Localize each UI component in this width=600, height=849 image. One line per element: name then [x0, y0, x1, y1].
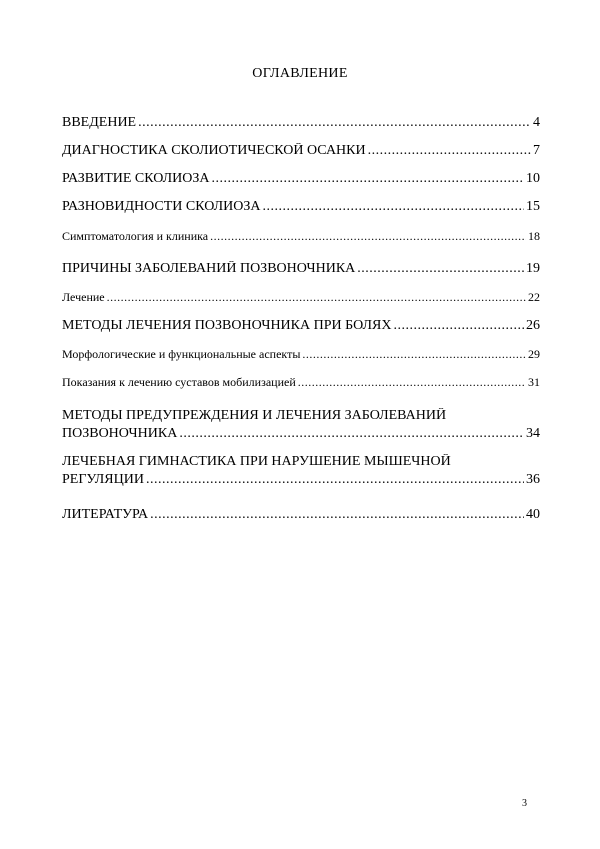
- toc-entry[interactable]: [62, 171, 540, 187]
- toc-entry-label: ДИАГНОСТИКА СКОЛИОТИЧЕСКОЙ ОСАНКИ: [62, 143, 366, 158]
- toc-entry-page: 4: [533, 115, 540, 130]
- toc-entry-page: 40: [526, 507, 540, 522]
- dot-leader: [138, 115, 531, 131]
- toc-entry-page: 31: [528, 375, 540, 389]
- toc-entry-label: РАЗВИТИЕ СКОЛИОЗА: [62, 171, 210, 186]
- toc-entry-page: 19: [526, 261, 540, 276]
- dot-leader: [393, 318, 524, 334]
- toc-subentry[interactable]: [62, 347, 540, 362]
- toc-entry-page: 29: [528, 347, 540, 361]
- toc-entry-line1[interactable]: [62, 454, 540, 470]
- toc-title: ОГЛАВЛЕНИЕ: [252, 66, 348, 81]
- toc-entry-page: 22: [528, 290, 540, 304]
- toc-entry-label: ПРИЧИНЫ ЗАБОЛЕВАНИЙ ПОЗВОНОЧНИКА: [62, 261, 356, 276]
- toc-subentry[interactable]: [62, 375, 540, 390]
- toc-entry-label: ЛИТЕРАТУРА: [62, 507, 149, 522]
- toc-entry-label: Показания к лечению суставов мобилизацией: [62, 375, 296, 389]
- dot-leader: [179, 426, 524, 442]
- toc-entry-label: МЕТОДЫ ЛЕЧЕНИЯ ПОЗВОНОЧНИКА ПРИ БОЛЯХ: [62, 318, 392, 333]
- dot-leader: [212, 171, 524, 187]
- dot-leader: [146, 472, 524, 488]
- dot-leader: [262, 199, 524, 215]
- toc-entry-label: ЛЕЧЕБНАЯ ГИМНАСТИКА ПРИ НАРУШЕНИЕ МЫШЕЧНОЙ: [62, 454, 451, 469]
- toc-entry[interactable]: [62, 199, 540, 215]
- toc-entry-label: МЕТОДЫ ПРЕДУПРЕЖДЕНИЯ И ЛЕЧЕНИЯ ЗАБОЛЕВАНИЙ: [62, 408, 447, 423]
- page-number: 3: [522, 798, 527, 809]
- toc-entry-page: 15: [526, 199, 540, 214]
- toc-entry-line1[interactable]: [62, 408, 540, 424]
- toc-entry[interactable]: [62, 115, 540, 131]
- toc-entry[interactable]: [62, 507, 540, 523]
- toc-entry-page: 26: [526, 318, 540, 333]
- toc-entry-label: РАЗНОВИДНОСТИ СКОЛИОЗА: [62, 199, 261, 214]
- toc-entry-label: ВВЕДЕНИЕ: [62, 115, 137, 130]
- dot-leader: [107, 290, 526, 305]
- toc-entry[interactable]: [62, 143, 540, 159]
- dot-leader: [368, 143, 531, 159]
- toc-entry-label: РЕГУЛЯЦИИ: [62, 472, 144, 487]
- toc-entry-line2[interactable]: [62, 472, 540, 488]
- toc-entry-label: Морфологические и функциональные аспекты: [62, 347, 301, 361]
- toc-entry-line2[interactable]: [62, 426, 540, 442]
- dot-leader: [150, 507, 524, 523]
- toc-entry-page: 36: [526, 472, 540, 487]
- toc-subentry[interactable]: [62, 290, 540, 305]
- toc-entry-page: 18: [528, 229, 540, 243]
- toc-entry-page: 7: [533, 143, 540, 158]
- toc-entry[interactable]: [62, 261, 540, 277]
- toc-entry-page: 10: [526, 171, 540, 186]
- toc-entry-label: Симптоматология и клиника: [62, 229, 209, 243]
- toc-subentry[interactable]: [62, 229, 540, 244]
- dot-leader: [210, 229, 526, 244]
- dot-leader: [298, 375, 526, 390]
- dot-leader: [357, 261, 524, 277]
- toc-entry-page: 34: [526, 426, 540, 441]
- toc-entry-label: ПОЗВОНОЧНИКА: [62, 426, 178, 441]
- toc-entry[interactable]: [62, 318, 540, 334]
- toc-entry-label: Лечение: [62, 290, 105, 304]
- dot-leader: [302, 347, 526, 362]
